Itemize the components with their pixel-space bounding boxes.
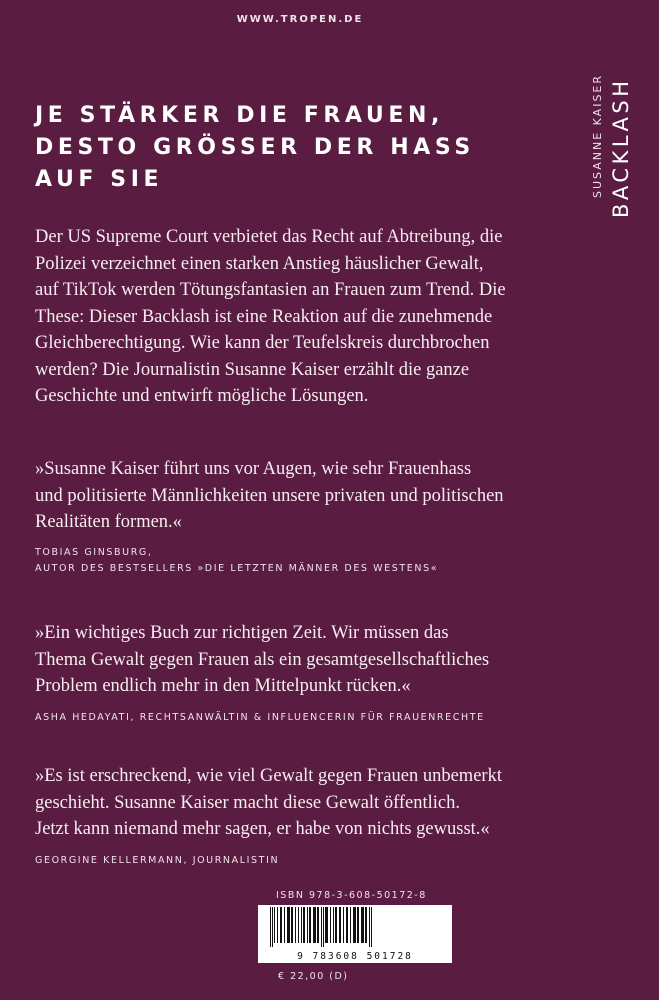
blurb-line: These: Dieser Backlash ist eine Reaktion auf die zunehmende: [35, 306, 493, 327]
barcode-bar: [323, 907, 324, 947]
quote-line: »Es ist erschreckend, wie viel Gewalt gegen Frauen unbemerkt: [35, 766, 502, 786]
barcode-bar: [335, 907, 337, 943]
blurb-line: Geschichte und entwirft mögliche Lösungen.: [35, 386, 369, 406]
barcode: [258, 905, 452, 963]
quote-line: »Susanne Kaiser führt uns vor Augen, wie sehr Frauenhass: [35, 459, 472, 479]
attribution-line: AUTOR DES BESTSELLERS »DIE LETZTEN MÄNNER DES WESTENS«: [35, 563, 439, 574]
quote-line: und politisierte Männlichkeiten unsere privaten und politischen: [35, 485, 504, 506]
barcode-bar: [298, 907, 299, 943]
spine-text: [591, 40, 639, 230]
barcode-bar: [270, 907, 271, 947]
headline: [35, 100, 575, 196]
blurb-line: Gleichberechtigung. Wie kann der Teufelskreis durchbrochen: [35, 333, 490, 353]
quote-line: Thema Gewalt gegen Frauen als ein gesamtgesellschaftliches: [35, 649, 490, 670]
barcode-bar: [303, 907, 305, 943]
barcode-bar: [309, 907, 311, 943]
barcode-bar: [346, 907, 348, 943]
price-label: € 22,00 (D): [278, 971, 349, 982]
blurb-line: Polizei verzeichnet einen starken Anstieg häuslicher Gewalt,: [35, 253, 484, 274]
headline-line: JE STÄRKER DIE FRAUEN,: [35, 103, 444, 128]
spine-author: SUSANNE KAISER: [591, 73, 604, 198]
blurb-line: auf TikTok werden Tötungsfantasien an Frauen zum Trend. Die: [35, 280, 506, 300]
isbn-label: ISBN 978-3-608-50172-8: [276, 890, 427, 901]
barcode-bar: [330, 907, 331, 943]
barcode-bar: [353, 907, 356, 943]
barcode-bar: [365, 907, 367, 943]
barcode-bar: [287, 907, 290, 943]
barcode-bar: [343, 907, 344, 943]
barcode-bar: [350, 907, 351, 943]
barcode-bar: [295, 907, 296, 943]
attribution-line: TOBIAS GINSBURG,: [35, 547, 153, 558]
barcode-bar: [274, 907, 275, 943]
barcode-bar: [284, 907, 285, 943]
quote-line: »Ein wichtiges Buch zur richtigen Zeit. Wir müssen das: [35, 623, 449, 643]
barcode-bar: [317, 907, 319, 943]
barcode-bar: [321, 907, 322, 947]
spine-title: BACKLASH: [609, 77, 633, 218]
quote-hedayati: [35, 620, 595, 700]
attribution-ginsburg: [35, 545, 595, 577]
publisher-website: WWW.TROPEN.DE: [236, 14, 364, 25]
attribution-kellermann: [35, 853, 595, 869]
quote-line: geschieht. Susanne Kaiser macht diese Gewalt öffentlich.: [35, 792, 461, 813]
quote-kellermann: [35, 763, 595, 843]
blurb-text: [35, 224, 575, 410]
headline-line: DESTO GRÖSSER DER HASS: [35, 135, 475, 160]
quote-ginsburg: [35, 456, 595, 536]
quote-line: Problem endlich mehr in den Mittelpunkt rücken.«: [35, 676, 411, 696]
barcode-bar: [277, 907, 278, 943]
quote-line: Jetzt kann niemand mehr sagen, er habe von nichts gewusst.«: [35, 819, 490, 839]
barcode-bar: [291, 907, 293, 943]
barcode-bar: [369, 907, 370, 947]
barcode-bar: [339, 907, 341, 943]
barcode-bar: [357, 907, 359, 943]
barcode-bars: [268, 907, 442, 947]
attribution-hedayati: [35, 710, 595, 726]
barcode-bar: [307, 907, 308, 943]
attribution-line: ASHA HEDAYATI, RECHTSANWÄLTIN & INFLUENCERIN FÜR FRAUENRECHTE: [35, 712, 485, 723]
barcode-bar: [272, 907, 273, 947]
blurb-line: werden? Die Journalistin Susanne Kaiser erzählt die ganze: [35, 359, 470, 380]
barcode-bar: [280, 907, 282, 943]
barcode-bar: [333, 907, 334, 943]
quote-line: Realitäten formen.«: [35, 512, 182, 532]
barcode-number: 9 783608 501728: [297, 951, 413, 962]
barcode-bar: [325, 907, 328, 943]
headline-line: AUF SIE: [35, 167, 164, 192]
attribution-line: GEORGINE KELLERMANN, JOURNALISTIN: [35, 855, 280, 866]
blurb-line: Der US Supreme Court verbietet das Recht auf Abtreibung, die: [35, 227, 503, 247]
barcode-bar: [301, 907, 302, 943]
barcode-bar: [361, 907, 364, 943]
barcode-bar: [371, 907, 372, 947]
barcode-bar: [313, 907, 316, 943]
